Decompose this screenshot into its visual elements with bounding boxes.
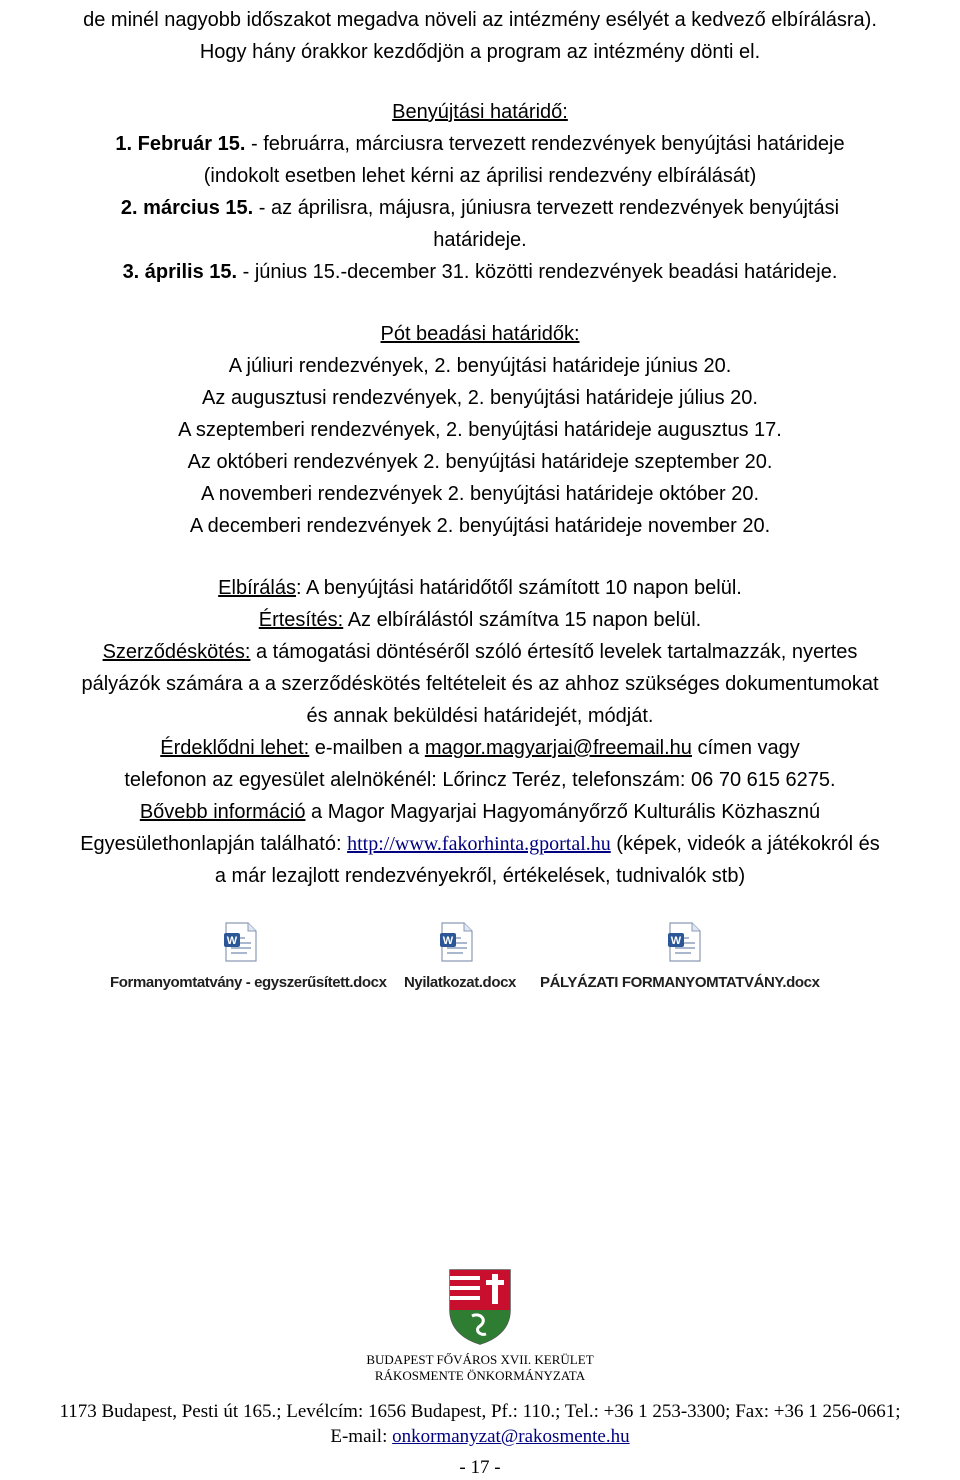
deadline-item-2-cont: határideje.	[433, 229, 527, 251]
footer-email-line	[0, 1425, 960, 1449]
deadline-item-2-date: 2. március 15.	[120, 197, 254, 219]
evaluation-text: : A benyújtási határidőtől számított 10 napon belül.	[295, 577, 742, 599]
more-info-line-2	[0, 830, 960, 858]
inquiry-email-link[interactable]: magor.magyarjai@freemail.hu	[424, 737, 692, 759]
contract-line-3: és annak beküldési határidejét, módját.	[306, 705, 654, 727]
deadline-heading	[0, 98, 960, 126]
contract-line-2: pályázók számára a a szerződéskötés feltételeit és az ahhoz szükséges dokumentumokat	[81, 673, 879, 695]
website-link[interactable]: http://www.fakorhinta.gportal.hu	[347, 833, 611, 855]
footer-email-link[interactable]: onkormanyzat@rakosmente.hu	[392, 1426, 630, 1447]
svg-text:W: W	[670, 935, 682, 947]
deadline-item-2	[0, 194, 960, 222]
attachment-label: Nyilatkozat.docx	[404, 974, 516, 991]
contract-line-1	[0, 638, 960, 666]
attachment-label: Formanyomtatvány - egyszerűsített.docx	[110, 974, 387, 991]
inquiry-text-before: e-mailben a	[309, 737, 425, 759]
svg-text:W: W	[442, 935, 454, 947]
word-document-icon	[224, 922, 258, 962]
footer-address: 1173 Budapest, Pesti út 165.; Levélcím: 1656 Budapest, Pf.: 110.; Tel.: +36 1 253-3300; Fax: +36 1 256-0661;	[59, 1401, 901, 1422]
inquiry-line-1	[0, 734, 960, 762]
word-document-icon	[668, 922, 702, 962]
evaluation-label: Elbírálás	[218, 577, 296, 599]
notice-text: Az elbírálástól számítva 15 napon belül.	[343, 609, 702, 631]
evaluation-line	[0, 574, 960, 602]
late-item: A júliuri rendezvények, 2. benyújtási határideje június 20.	[228, 355, 732, 377]
late-heading	[0, 320, 960, 348]
more-info-text: a Magor Magyarjai Hagyományőrző Kulturális Közhasznú	[305, 801, 821, 823]
deadline-item-2-text: - az áprilisra, májusra, júniusra tervezett rendezvények benyújtási	[253, 197, 840, 219]
inquiry-line-2: telefonon az egyesület alelnökénél: Lőrincz Teréz, telefonszám: 06 70 615 6275.	[124, 769, 836, 791]
inquiry-text-after: címen vagy	[691, 737, 800, 759]
late-item: A szeptemberi rendezvények, 2. benyújtási határideje augusztus 17.	[178, 419, 782, 441]
contract-label: Szerződéskötés:	[102, 641, 251, 663]
deadline-item-3	[0, 258, 960, 286]
deadline-item-1-text: - februárra, márciusra tervezett rendezvények benyújtási határideje	[245, 133, 845, 155]
intro-line-2: Hogy hány órakkor kezdődjön a program az intézmény dönti el.	[199, 41, 761, 63]
deadline-item-1-cont: (indokolt esetben lehet kérni az áprilisi rendezvény elbírálását)	[203, 165, 757, 187]
deadline-item-1	[0, 130, 960, 158]
inquiry-label: Érdeklődni lehet:	[160, 737, 310, 759]
late-item: A decemberi rendezvények 2. benyújtási határideje november 20.	[189, 515, 771, 537]
contract-text: a támogatási döntéséről szóló értesítő levelek tartalmazzák, nyertes	[250, 641, 858, 663]
deadline-item-1-date: 1. Február 15.	[115, 133, 246, 155]
footer-email-label: E-mail:	[330, 1426, 393, 1447]
notice-line	[0, 606, 960, 634]
more-info-text-before: Egyesülethonlapján található:	[80, 833, 348, 855]
page-number: - 17 -	[459, 1457, 501, 1478]
intro-line-1: de minél nagyobb időszakot megadva növeli az intézmény esélyét a kedvező elbírálásra).	[83, 9, 877, 31]
deadline-item-3-text: - június 15.-december 31. közötti rendezvények beadási határideje.	[237, 261, 838, 283]
coat-of-arms-icon	[446, 1266, 514, 1346]
word-document-icon	[440, 922, 474, 962]
late-item: A novemberi rendezvények 2. benyújtási határideje október 20.	[200, 483, 760, 505]
late-item: Az augusztusi rendezvények, 2. benyújtási határideje július 20.	[202, 387, 758, 409]
late-item: Az októberi rendezvények 2. benyújtási határideje szeptember 20.	[187, 451, 773, 473]
deadline-item-3-date: 3. április 15.	[122, 261, 238, 283]
more-info-line-1	[0, 798, 960, 826]
late-heading-text: Pót beadási határidők:	[380, 323, 580, 345]
notice-label: Értesítés:	[258, 609, 344, 631]
more-info-text-after: (képek, videók a játékokról és	[610, 833, 880, 855]
svg-text:W: W	[226, 935, 238, 947]
attachment-label: PÁLYÁZATI FORMANYOMTATVÁNY.docx	[540, 974, 820, 991]
more-info-line-3: a már lezajlott rendezvényekről, értékelések, tudnivalók stb)	[214, 865, 746, 887]
org-name-line-1: BUDAPEST FŐVÁROS XVII. KERÜLET	[366, 1352, 594, 1367]
deadline-heading-text: Benyújtási határidő:	[392, 101, 568, 123]
more-info-label: Bővebb információ	[139, 801, 306, 823]
org-name-line-2: RÁKOSMENTE ÖNKORMÁNYZATA	[374, 1368, 586, 1383]
